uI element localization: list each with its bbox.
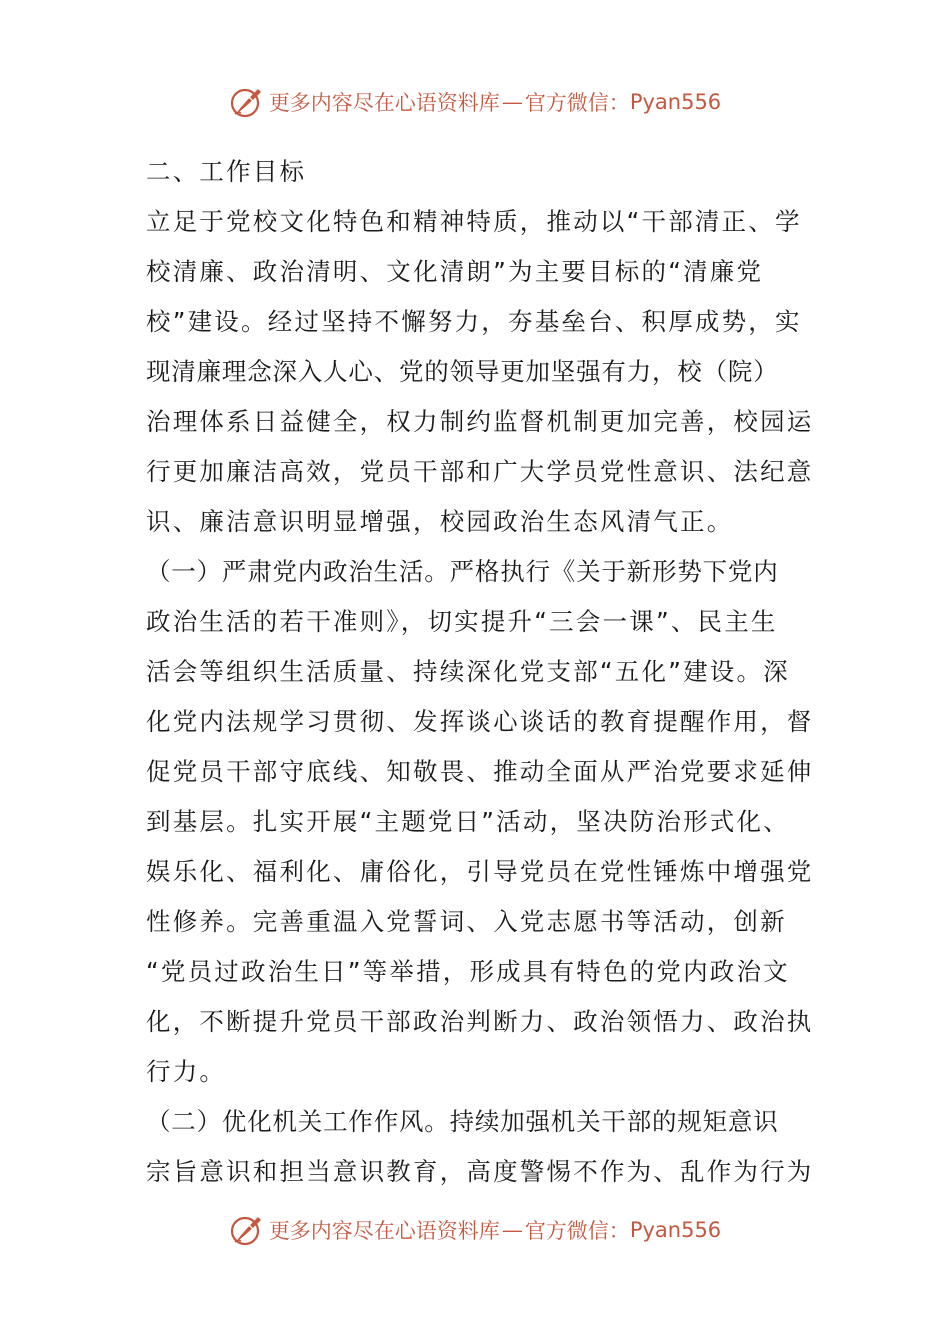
- text-line: 促党员干部守底线、知敬畏、推动全面从严治党要求延伸: [146, 757, 814, 786]
- text-line: 政治生活的若干准则》，切实提升“三会一课”、民主生: [146, 607, 778, 636]
- banner-wechat-id: Pyan556: [629, 90, 722, 114]
- text-line: 性修养。完善重温入党誓词、入党志愿书等活动，创新: [146, 907, 787, 936]
- text-line: 校清廉、政治清明、文化清朗”为主要目标的“清廉党: [146, 257, 764, 286]
- text-line: 化，不断提升党员干部政治判断力、政治领悟力、政治执: [146, 1007, 814, 1036]
- footer-watermark-banner: [0, 1208, 950, 1252]
- subsection-heading-line: （二）优化机关工作作风。持续加强机关干部的规矩意识: [146, 1107, 779, 1136]
- banner-dash: —: [501, 90, 523, 114]
- pen-nib-logo-icon: [229, 1212, 265, 1248]
- text-line: 娱乐化、福利化、庸俗化，引导党员在党性锤炼中增强党: [146, 857, 814, 886]
- text-line: “党员过政治生日”等举措，形成具有特色的党内政治文: [146, 957, 790, 986]
- banner-dash: —: [501, 1218, 523, 1242]
- text-line: 宗旨意识和担当意识教育，高度警惕不作为、乱作为行为: [146, 1157, 814, 1186]
- banner-wechat-label: 官方微信：: [524, 91, 630, 115]
- section-heading: 二、工作目标: [146, 157, 307, 186]
- banner-site-text: 更多内容尽在心语资料库: [268, 1219, 500, 1243]
- text-line: 现清廉理念深入人心、党的领导更加坚强有力，校（院）: [146, 357, 779, 386]
- banner-site-text: 更多内容尽在心语资料库: [268, 91, 500, 115]
- document-body: [146, 147, 814, 1197]
- subsection-heading-line: （一）严肃党内政治生活。严格执行《关于新形势下党内: [146, 557, 779, 586]
- text-line: 行力。: [146, 1057, 227, 1086]
- text-line: 到基层。扎实开展“主题党日”活动，坚决防治形式化、: [146, 807, 790, 836]
- banner-wechat-label: 官方微信：: [524, 1219, 630, 1243]
- text-line: 校”建设。经过坚持不懈努力，夯基垒台、积厚成势，实: [146, 307, 802, 336]
- text-line: 行更加廉洁高效，党员干部和广大学员党性意识、法纪意: [146, 457, 814, 486]
- banner-wechat-id: Pyan556: [629, 1218, 722, 1242]
- text-line: 活会等组织生活质量、持续深化党支部“五化”建设。深: [146, 657, 790, 686]
- text-line: 识、廉洁意识明显增强，校园政治生态风清气正。: [146, 507, 734, 536]
- header-watermark-banner: [0, 80, 950, 124]
- text-line: 治理体系日益健全，权力制约监督机制更加完善，校园运: [146, 407, 814, 436]
- text-line: 立足于党校文化特色和精神特质，推动以“干部清正、学: [146, 207, 802, 236]
- text-line: 化党内法规学习贯彻、发挥谈心谈话的教育提醒作用，督: [146, 707, 814, 736]
- pen-nib-logo-icon: [229, 84, 265, 120]
